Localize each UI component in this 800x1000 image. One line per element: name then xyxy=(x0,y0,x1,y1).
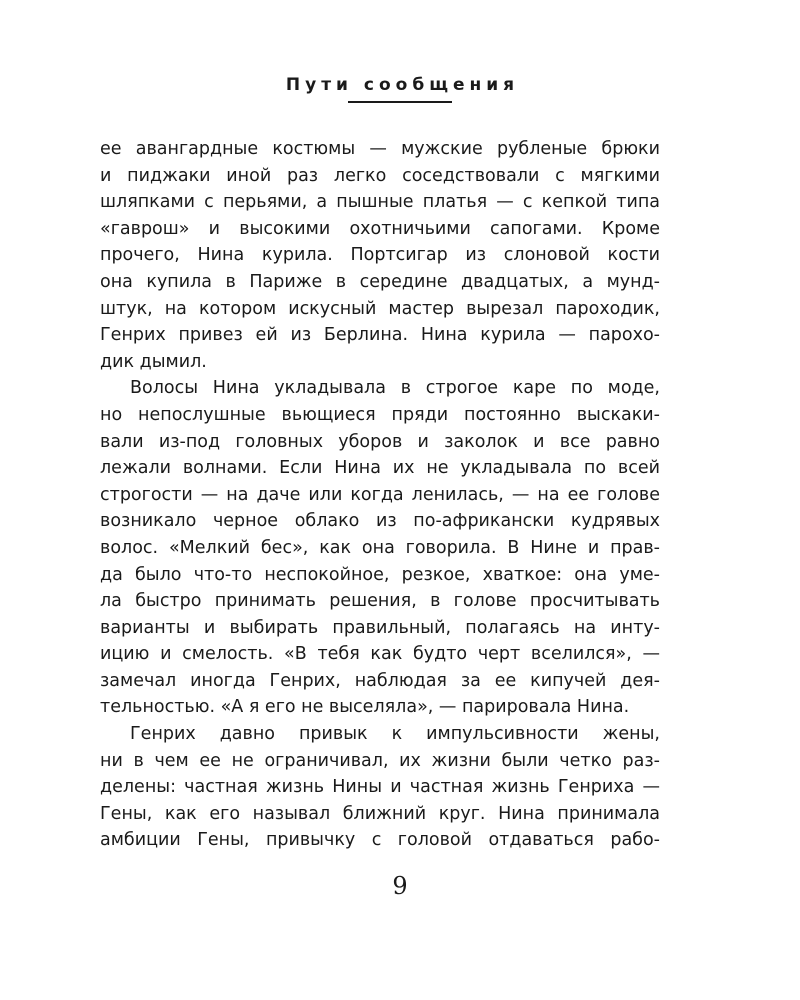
paragraph-first-line: Генрих давно привык к импульсивности жены, xyxy=(130,724,660,745)
page-header xyxy=(0,74,800,103)
text-line: ее авангардные костюмы — мужские рубленые брюки xyxy=(100,139,660,159)
text-line: замечал иногда Генрих, наблюдая за ее кипучей дея- xyxy=(100,670,660,691)
text-line: волос. «Мелкий бес», как она говорила. В Нине и прав- xyxy=(100,537,660,558)
text-line: делены: частная жизнь Нины и частная жизнь Генриха — xyxy=(100,777,660,798)
text-line: ицию и смелость. «В тебя как будто черт вселился», — xyxy=(100,644,660,665)
text-line: дик дымил. xyxy=(100,351,207,372)
text-line: да было что-то неспокойное, резкое, хваткое: она уме- xyxy=(100,564,660,585)
text-line: штук, на котором искусный мастер вырезал пароходик, xyxy=(100,298,660,319)
text-line: прочего, Нина курила. Портсигар из слоновой кости xyxy=(100,245,660,266)
text-line: и пиджаки иной раз легко соседствовали с мягкими xyxy=(100,165,660,186)
body-text xyxy=(100,136,660,854)
text-line: шляпками с перьями, а пышные платья — с кепкой типа xyxy=(100,192,660,213)
text-line: амбиции Гены, привычку с головой отдаваться рабо- xyxy=(100,830,660,851)
text-line: тельностью. «А я его не выселяла», — парировала Нина. xyxy=(100,697,630,718)
text-line: но непослушные вьющиеся пряди постоянно выскаки- xyxy=(100,404,660,425)
text-line: строгости — на даче или когда ленилась, — на ее голове xyxy=(100,484,660,505)
text-line: Гены, как его называл ближний круг. Нина принимала xyxy=(100,803,660,824)
text-line: варианты и выбирать правильный, полагаясь на инту- xyxy=(100,617,660,638)
running-title: Пути сообщения xyxy=(285,75,520,95)
header-rule xyxy=(348,101,452,103)
text-line: ни в чем ее не ограничивал, их жизни были четко раз- xyxy=(100,750,660,771)
text-line: она купила в Париже в середине двадцатых, а мунд- xyxy=(100,271,660,292)
text-line: Генрих привез ей из Берлина. Нина курила — парохо- xyxy=(100,325,660,346)
text-line: ла быстро принимать решения, в голове просчитывать xyxy=(100,591,660,612)
text-line: возникало черное облако из по-африкански кудрявых xyxy=(100,511,660,532)
page-number: 9 xyxy=(392,872,408,900)
text-line: лежали волнами. Если Нина их не укладывала по всей xyxy=(100,458,660,479)
text-line: вали из-под головных уборов и заколок и все равно xyxy=(100,431,660,452)
text-line: «гаврош» и высокими охотничьими сапогами. Кроме xyxy=(100,218,660,239)
paragraph-first-line: Волосы Нина укладывала в строгое каре по моде, xyxy=(130,378,660,399)
